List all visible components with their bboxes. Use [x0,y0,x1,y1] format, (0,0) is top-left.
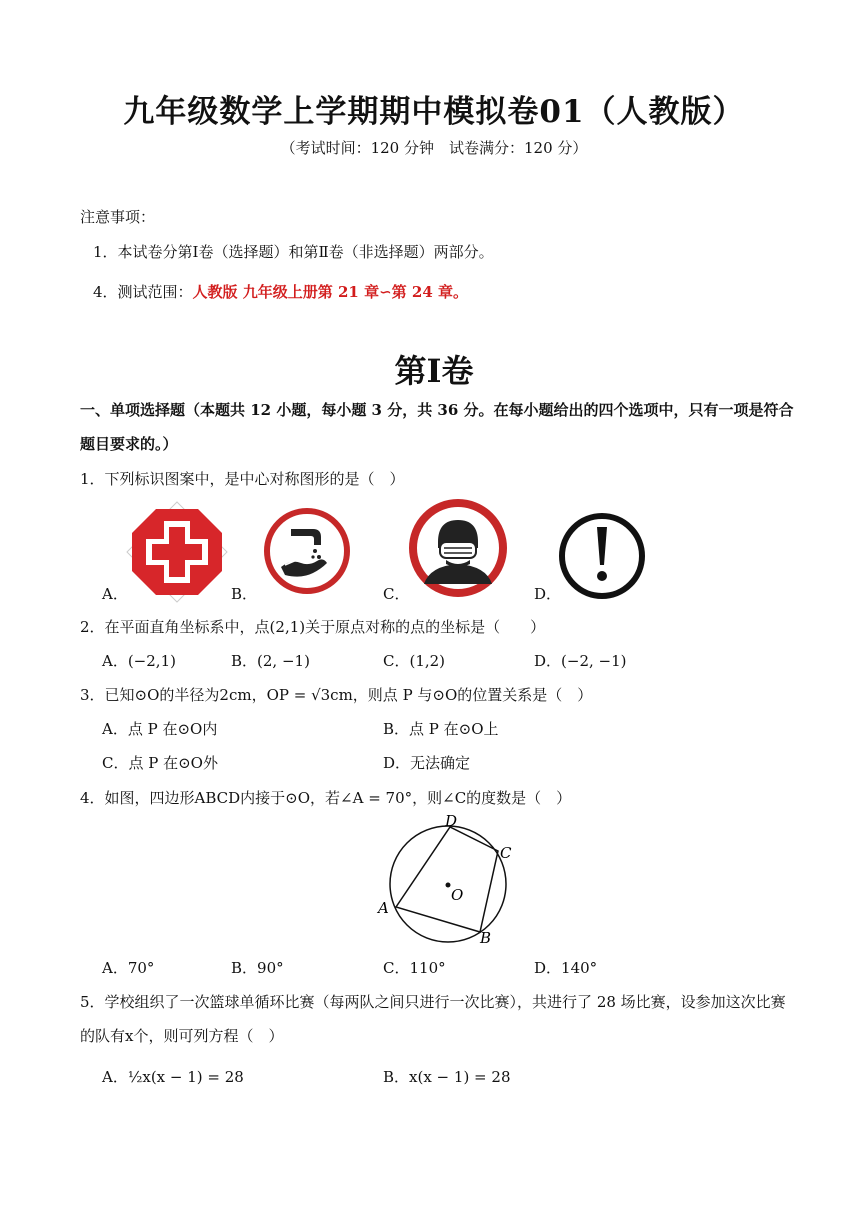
question-5-option-b: B．x(x − 1) = 28 [383,1068,511,1086]
red-cross-icon [126,501,228,603]
question-4-option-d: D．140° [534,959,598,977]
question-1-option-b: B． [231,585,258,603]
question-3-option-a: A．点 P 在⊙O内 [102,720,218,738]
vertex-label-b: B [480,929,492,947]
center-label-o: O [451,886,464,904]
question-3-stem: 3．已知⊙O的半径为2cm，OP = √3cm，则点 P 与⊙O的位置关系是（ ） [80,686,593,704]
question-3-option-d: D．无法确定 [383,754,471,772]
vertex-label-d: D [445,812,458,830]
question-1-option-c: C． [383,585,410,603]
section-title: 第Ⅰ卷 [394,352,474,390]
vertex-label-a: A [378,899,389,917]
question-1-option-a: A． [102,585,128,603]
hand-washing-icon [263,507,351,595]
question-4-option-b: B．90° [231,959,284,977]
face-mask-icon [408,498,508,598]
question-3-option-c: C．点 P 在⊙O外 [102,754,218,772]
question-3-option-b: B．点 P 在⊙O上 [383,720,499,738]
section-instruction-line1: 一、单项选择题（本题共 12 小题，每小题 3 分，共 36 分。在每小题给出的四个选项中，只有一项是符合 [80,401,794,419]
note-item-4-prefix: 4．测试范围： [93,283,193,301]
section-instruction-line2: 题目要求的。） [80,435,178,453]
exclamation-icon [557,511,647,601]
question-1-option-d: D． [534,585,562,603]
vertex-label-c: C [500,844,512,862]
question-2-option-b: B．(2, −1) [231,652,310,670]
page-title: 九年级数学上学期期中模拟卷01（人教版） [123,94,745,130]
test-range: 人教版 九年级上册第 21 章∽第 24 章。 [192,283,468,301]
question-1-stem: 1．下列标识图案中，是中心对称图形的是（ ） [80,470,405,488]
question-4-stem: 4．如图，四边形ABCD内接于⊙O，若∠A = 70°，则∠C的度数是（ ） [80,789,572,807]
question-2-option-d: D．(−2, −1) [534,652,627,670]
question-5-stem-line2: 的队有x个，则可列方程（ ） [80,1027,284,1045]
question-5-option-a: A．½x(x − 1) = 28 [102,1068,244,1086]
question-4-option-c: C．110° [383,959,446,977]
inscribed-quadrilateral-figure [370,810,520,950]
note-item-4 [93,281,468,302]
note-item-1: 1．本试卷分第Ⅰ卷（选择题）和第Ⅱ卷（非选择题）两部分。 [93,243,494,261]
notes-heading: 注意事项： [80,208,156,226]
question-2-option-c: C．(1,2) [383,652,446,670]
exam-info: （考试时间：120 分钟 试卷满分：120 分） [280,139,588,157]
question-2-option-a: A．(−2,1) [102,652,176,670]
question-2-stem: 2．在平面直角坐标系中，点(2,1)关于原点对称的点的坐标是（ ） [80,618,546,636]
question-4-option-a: A．70° [102,959,155,977]
question-5-stem-line1: 5．学校组织了一次篮球单循环比赛（每两队之间只进行一次比赛），共进行了 28 场比赛，设参加这次比赛 [80,993,786,1011]
